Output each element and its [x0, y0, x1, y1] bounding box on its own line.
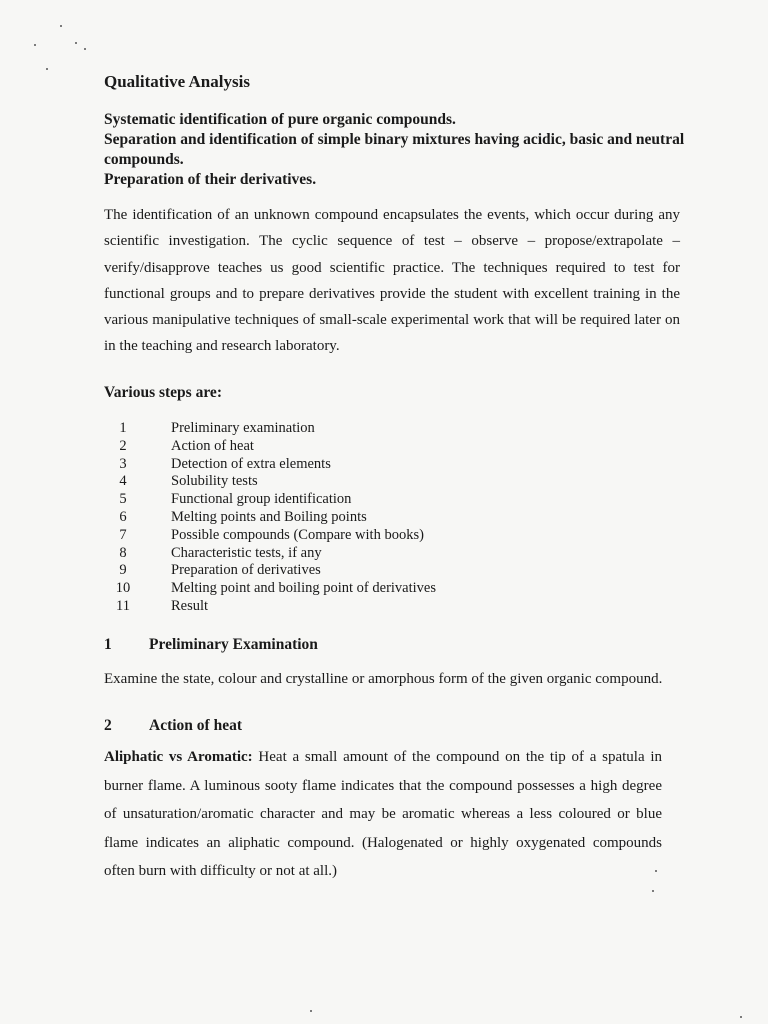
- list-item: [108, 545, 628, 563]
- step-number: 11: [116, 597, 130, 614]
- scan-speck: [652, 890, 654, 892]
- section-heading-preliminary: [104, 636, 318, 654]
- step-text: Possible compounds (Compare with books): [171, 526, 424, 543]
- topic-heading: Preparation of their derivatives.: [104, 171, 317, 188]
- step-number: 3: [119, 455, 127, 472]
- section-title: Action of heat: [149, 717, 242, 734]
- document-title: Qualitative Analysis: [104, 72, 250, 91]
- topic-headings: [104, 110, 704, 190]
- list-item: [108, 473, 628, 491]
- step-number: 5: [119, 491, 127, 508]
- scan-speck: [740, 1016, 742, 1018]
- steps-heading: Various steps are:: [104, 384, 222, 401]
- step-text: Characteristic tests, if any: [171, 544, 322, 561]
- step-text: Solubility tests: [171, 473, 258, 490]
- list-item: [108, 438, 628, 456]
- scan-speck: [310, 1010, 312, 1012]
- scan-speck: [84, 48, 86, 50]
- steps-list: [108, 420, 628, 616]
- paragraph-lead: Aliphatic vs Aromatic:: [104, 749, 253, 765]
- step-text: Functional group identification: [171, 491, 352, 508]
- list-item: [108, 456, 628, 474]
- list-item: [108, 580, 628, 598]
- step-text: Action of heat: [171, 437, 254, 454]
- list-item: [108, 509, 628, 527]
- step-number: 9: [119, 562, 127, 579]
- scan-speck: [75, 42, 77, 44]
- step-number: 4: [119, 473, 127, 490]
- step-text: Detection of extra elements: [171, 455, 331, 472]
- section-paragraph: [104, 743, 662, 886]
- scan-speck: [60, 25, 62, 27]
- step-number: 7: [119, 526, 127, 543]
- topic-heading: Systematic identification of pure organic compounds.: [104, 111, 456, 128]
- step-text: Preliminary examination: [171, 420, 315, 436]
- intro-paragraph: The identification of an unknown compound encapsulates the events, which occur during any scientific investigation. The cyclic sequence of test – observe – propose/extrapolate – verify/disapprove teaches us good scientific practice. The techniques required to test for functional groups and to prepare derivatives provide the student with excellent training in the various manipulative techniques of small-scale experimental work that will be required later on in the teaching and research laboratory.: [104, 207, 680, 355]
- section-title: Preliminary Examination: [149, 636, 318, 653]
- list-item: [108, 527, 628, 545]
- section-paragraph: Examine the state, colour and crystalline or amorphous form of the given organic compound.: [104, 671, 663, 687]
- step-text: Melting points and Boiling points: [171, 508, 367, 525]
- list-item: [108, 598, 628, 616]
- step-number: 8: [119, 544, 127, 561]
- section-heading-action-of-heat: [104, 717, 242, 735]
- scan-speck: [46, 68, 48, 70]
- list-item: [108, 562, 628, 580]
- step-text: Result: [171, 597, 209, 614]
- paragraph-body: Heat a small amount of the compound on the tip of a spatula in burner flame. A luminous sooty flame indicates that the compound possesses a high degree of unsaturation/aromatic character and may be aromatic whereas a less coloured or blue flame indicates an aliphatic compound. (Halogenated or highly oxygenated compounds often burn with difficulty or not at all.): [104, 749, 663, 879]
- section-number: 2: [104, 717, 112, 734]
- step-text: Preparation of derivatives: [171, 562, 321, 579]
- list-item: [108, 491, 628, 509]
- step-text: Melting point and boiling point of derivatives: [171, 580, 436, 597]
- scan-speck: [34, 44, 36, 46]
- topic-heading: Separation and identification of simple binary mixtures having acidic, basic and neutral compounds.: [104, 131, 685, 168]
- list-item: [108, 420, 628, 438]
- section-number: 1: [104, 636, 112, 653]
- step-number: 6: [119, 508, 127, 525]
- step-number: 1: [119, 420, 127, 436]
- step-number: 10: [115, 580, 131, 597]
- step-number: 2: [119, 437, 127, 454]
